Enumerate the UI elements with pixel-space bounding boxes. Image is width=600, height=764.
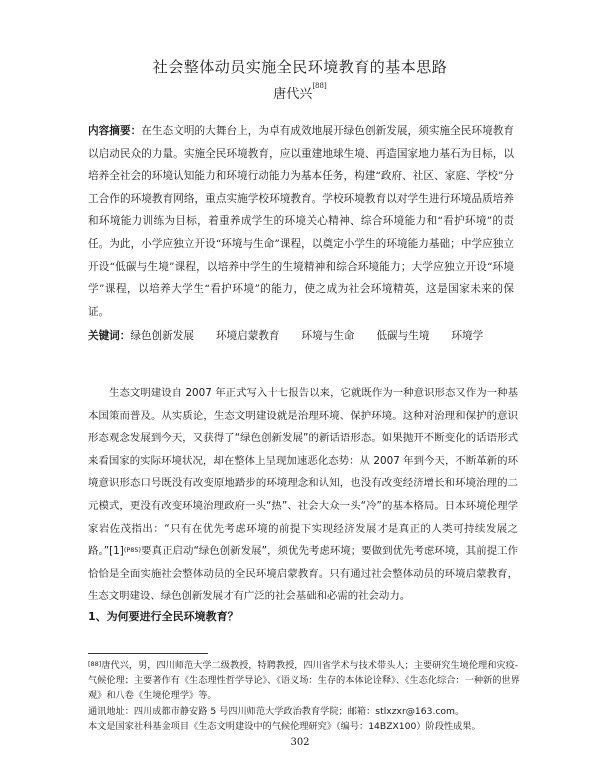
- abstract-text: 在生态文明的大舞台上，为卓有成效地展开绿色创新发展，须实施全民环境教育以启动民众的力量。实施全民环境教育，应以重建地球生境、再造国家地力基石为目标，以培养全社会的环境认知能力和环境行动能力为基本任务，构建“政府、社区、家庭、学校”分工合作的环境教育网络，重点实施学校环境教育。学校环境教育以对学生进行环境品质培养和环境能力训练为目标，着重养成学生的环境关心精神、综合环境能力和“看护环境”的责任。为此，小学应独立开设“环境与生命”课程，以奠定小学生的环境能力基础；中学应独立开设“低碳与生境”课程，以培养中学生的生境精神和综合环境能力；大学应独立开设“环境学”课程，以培养大学生“看护环境”的能力，使之成为社会环境精英，这是国家未来的保证。: [88, 125, 515, 318]
- footnote: [88, 658, 520, 734]
- page-number: 302: [290, 737, 310, 748]
- keyword-item: 低碳与生境: [376, 330, 430, 342]
- abstract-label: 内容摘要：: [88, 125, 142, 137]
- keyword-item: 绿色创新发展: [130, 330, 194, 342]
- paper-title: 社会整体动员实施全民环境教育的基本思路: [152, 58, 448, 76]
- citation-page-ref: (P85): [123, 546, 142, 555]
- body-text: [88, 382, 518, 608]
- keywords-label: 关键词：: [88, 330, 131, 342]
- footnote-mark: [88]: [88, 660, 102, 668]
- body-paragraph-text: 生态文明建设自 2007 年正式写入十七报告以来，它就既作为一种意识形态又作为一种基本国策而普及。从实质论，生态文明建设就是治理环境、保护环境。这种对治理和保护的意识形态观念发展到今天，又获得了“绿色创新发展”的新话语形态。如果抛开不断变化的话语形式来看国家的实际环境状况，却在整体上呈现加速恶化态势：从 2007 年到今天，不断革新的环境意识形态口号既没有改变原地踏步的环境理念和认知，也没有改变经济增长和环境治理的二元模式，更没有改变环境治理政府一头“热”、社会大众一头“冷”的基本格局。日本环境伦理学家岩佐茂指出：“只有在优先考虑环境的前提下实现经济发展才是真正的人类可持续发展之路。”[1]: [88, 387, 518, 558]
- footnote-author-info: [88, 658, 520, 704]
- footnote-funding: 本文是国家社科基金项目《生态文明建设中的气候伦理研究》（编号：14BZX100）阶段性成果。: [88, 720, 481, 732]
- keywords: [88, 325, 514, 347]
- section-heading: 1、为何要进行全民环境教育？: [88, 610, 239, 623]
- footnote-author-text: 唐代兴，男，四川师范大学二级教授，特聘教授，四川省学术与技术带头人；主要研究生境伦理和灾疫-气候伦理；主要著作有《生态理性哲学导论》、《语义场：生存的本体论诠释》、《生态化综合：一种新的世界观》和八卷《生境伦理学》等。: [88, 660, 520, 702]
- footnote-address: 通讯地址：四川成都市静安路 5 号四川师范大学政治教育学院；邮箱：stlxzxr@163.com。: [88, 705, 465, 717]
- body-paragraph: [88, 382, 518, 608]
- keyword-item: 环境与生命: [301, 330, 355, 342]
- author-name: 唐代兴: [273, 87, 313, 102]
- keyword-item: 环境学: [451, 330, 484, 342]
- abstract: [88, 120, 514, 323]
- footnote-divider: [88, 653, 208, 654]
- keyword-item: 环境启蒙教育: [215, 330, 280, 342]
- body-paragraph-text-end: 要真正启动“绿色创新发展”，须优先考虑环境；要做到优先考虑环境，其前提工作恰恰是全面实施社会整体动员的全民环境启蒙教育。只有通过社会整体动员的环境启蒙教育，生态文明建设、绿色创新发展才有广泛的社会基础和必需的社会动力。: [88, 545, 519, 603]
- author-line: [0, 83, 600, 102]
- author-footnote-mark: [88]: [312, 82, 327, 90]
